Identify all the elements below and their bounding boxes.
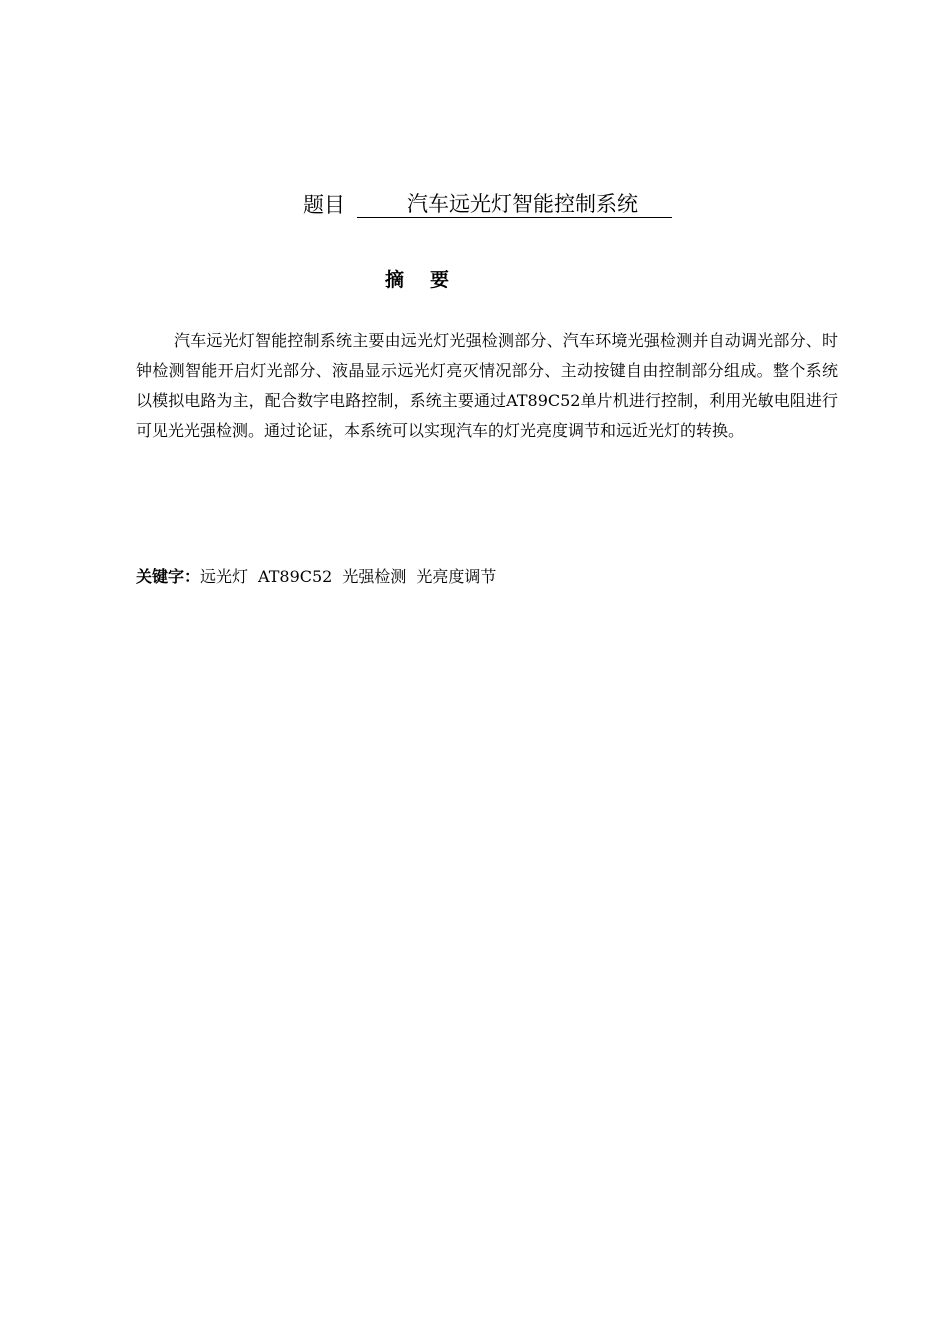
keyword-item: 远光灯 [200, 567, 249, 586]
keyword-item: AT89C52 [258, 567, 333, 586]
keywords-line [136, 564, 506, 590]
title-line [303, 186, 672, 218]
abstract-body: 汽车远光灯智能控制系统主要由远光灯光强检测部分、汽车环境光强检测并自动调光部分、时钟检测智能开启灯光部分、液晶显示远光灯亮灭情况部分、主动按键自由控制部分组成。整个系统以模拟电路为主，配合数字电路控制，系统主要通过AT89C52单片机进行控制，利用光敏电阻进行可见光光强检测。通过论证，本系统可以实现汽车的灯光亮度调节和远近光灯的转换。 [136, 331, 838, 440]
keywords-label: 关键字： [136, 567, 201, 586]
document-title: 汽车远光灯智能控制系统 [357, 191, 672, 218]
title-prefix: 题目 [303, 193, 345, 217]
keyword-item: 光亮度调节 [416, 567, 497, 586]
keyword-item: 光强检测 [342, 567, 407, 586]
abstract-heading: 摘要 [384, 269, 475, 291]
